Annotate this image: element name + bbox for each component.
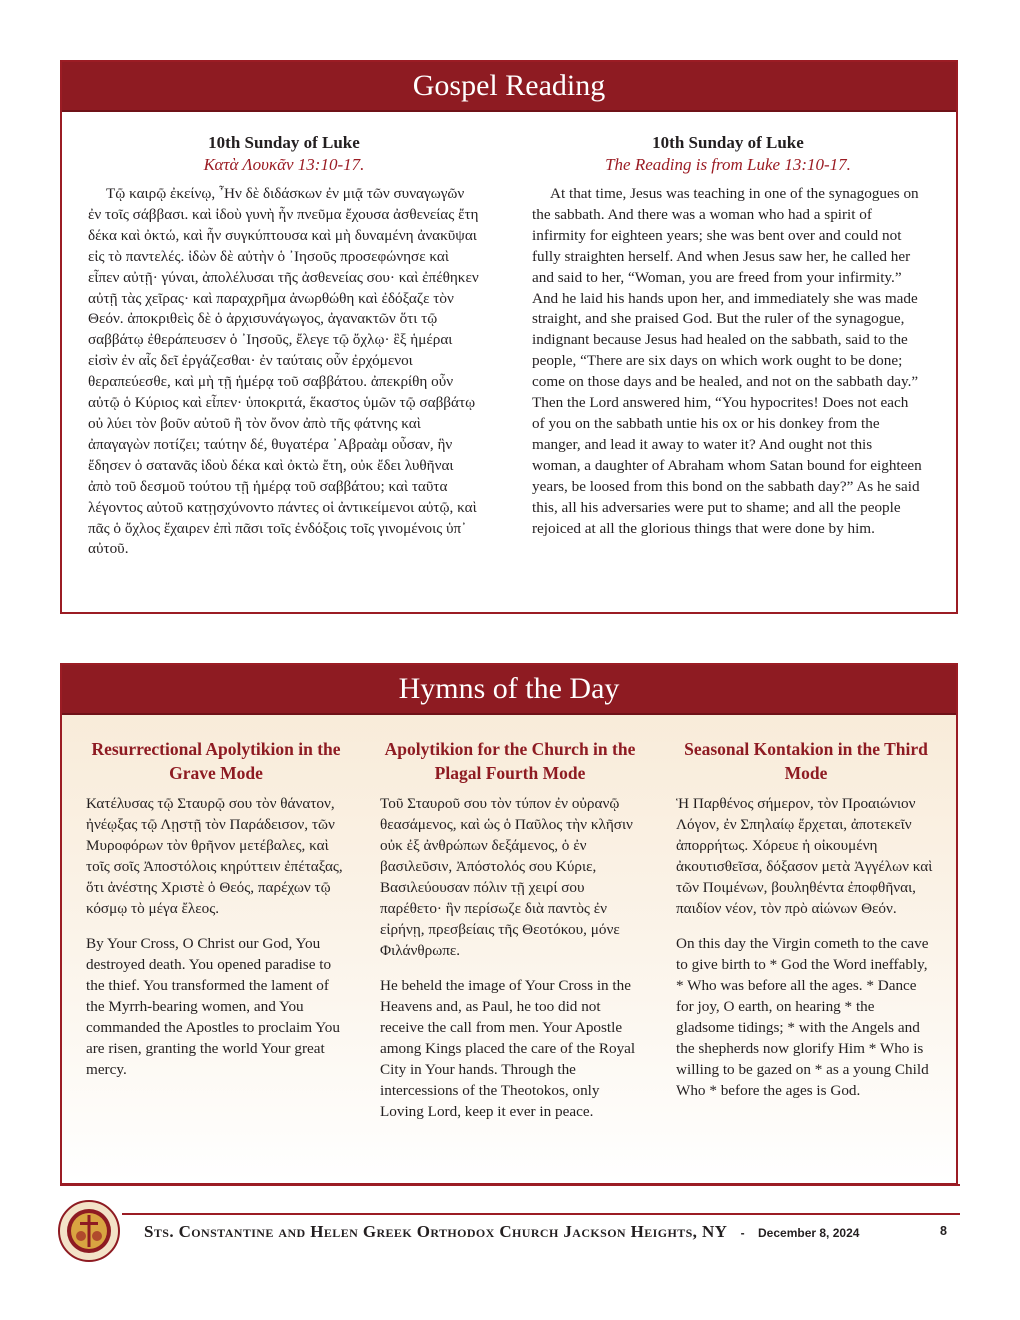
church-name: Sts. Constantine and Helen Greek Orthodox Church Jackson Heights, NY xyxy=(144,1222,728,1241)
gospel-greek-subtitle: Κατὰ Λουκᾶν 13:10-17. xyxy=(203,155,365,174)
footer-date: December 8, 2024 xyxy=(758,1226,860,1240)
hymn-title: Seasonal Kontakion in the Third Mode xyxy=(684,739,928,783)
hymn-greek-text: Κατέλυσας τῷ Σταυρῷ σου τὸν θάνατον, ἠνέῳξας τῷ Λῃστῇ τὸν Παράδεισον, τῶν Μυροφόρων τὸν θρῆνον μετέβαλες, καὶ τοῖς σοῖς Ἀποστόλοις κηρύττειν ἐπέταξας, ὅτι ἀνέστης Χριστὲ ὁ Θεός, παρέχων τῷ κόσμῳ τὸ μέγα ἔλεος. xyxy=(86,795,343,917)
hymn-english-text: By Your Cross, O Christ our God, You destroyed death. You opened paradise to the thief. You transformed the lament of the Myrrh-bearing women, and You commanded the Apostles to proclaim You are risen, granting the world Your great mercy. xyxy=(86,935,340,1078)
gospel-greek-column xyxy=(88,132,480,560)
hymn-title: Apolytikion for the Church in the Plagal Fourth Mode xyxy=(384,739,636,783)
hymn-greek-text: Ἡ Παρθένος σήμερον, τὸν Προαιώνιον Λόγον, ἐν Σπηλαίῳ ἔρχεται, ἀποτεκεῖν ἀπορρήτως. Χόρευε ἡ οἰκουμένη ἀκουτισθεῖσα, δόξασον μετὰ Ἀγγέλων καὶ τῶν Ποιμένων, βουληθέντα ἐποφθῆναι, παιδίον νέον, τὸν πρὸ αἰώνων Θεόν. xyxy=(676,795,933,917)
hymn-english-text: He beheld the image of Your Cross in the Heavens and, as Paul, he too did not receive the call from men. Your Apostle among Kings placed the care of the Royal City in Your hands. Through the intercessions of the Theotokos, only Loving Lord, keep it ever in peace. xyxy=(380,977,636,1120)
hymn-english-text: On this day the Virgin cometh to the cave to give birth to * God the Word ineffably, * Who was before all the ages. * Dance for joy, O earth, on hearing * the gladsome tidings; * with the Angels and the shepherds now glorify Him * Who is willing to be gazed on * as a young Child Who * before the ages is God. xyxy=(676,935,929,1099)
gospel-english-subtitle: The Reading is from Luke 13:10-17. xyxy=(605,155,851,174)
footer-text xyxy=(144,1222,944,1243)
footer-divider xyxy=(60,1184,960,1186)
gospel-english-title: 10th Sunday of Luke xyxy=(652,133,804,152)
hymn-column xyxy=(676,737,936,1101)
hymns-panel xyxy=(60,663,958,1185)
gospel-english-text: At that time, Jesus was teaching in one of the synagogues on the sabbath. And there was a woman who had a spirit of infirmity for eighteen years; she was bent over and could not fully straighten herself. And when Jesus saw her, he called her and said to her, “Woman, you are freed from your infirmity.” And he laid his hands upon her, and immediately she was made straight, and she praised God. But the ruler of the synagogue, indignant because Jesus had healed on the sabbath, said to the people, “There are six days on which work ought to be done; come on those days and be healed, and not on the sabbath day.” Then the Lord answered him, “You hypocrites! Does not each of you on the sabbath untie his ox or his donkey from the manger, and lead it away to water it? And ought not this woman, a daughter of Abraham whom Satan bound for eighteen years, be loosed from this bond on the sabbath day?” As he said this, all his adversaries were put to shame; and all the people rejoiced at all the glorious things that were done by him. xyxy=(532,185,922,537)
hymn-title: Resurrectional Apolytikion in the Grave Mode xyxy=(91,739,341,783)
gospel-reading-panel xyxy=(60,60,958,614)
hymns-heading: Hymns of the Day xyxy=(62,665,956,715)
church-seal-logo xyxy=(58,1200,120,1262)
page-number: 8 xyxy=(940,1224,947,1238)
hymn-greek-text: Τοῦ Σταυροῦ σου τὸν τύπον ἐν οὐρανῷ θεασάμενος, καὶ ὡς ὁ Παῦλος τὴν κλῆσιν οὐκ ἐξ ἀνθρώπων δεξάμενος, ὁ ἐν βασιλεῦσιν, Ἀπόστολός σου Κύριε, Βασιλεύουσαν πόλιν τῇ χειρί σου παρέθετο· ἣν περίσωζε διὰ παντὸς ἐν εἰρήνῃ, πρεσβείαις τῆς Θεοτόκου, μόνε Φιλάνθρωπε. xyxy=(380,795,633,959)
gospel-english-column xyxy=(532,132,924,539)
gospel-greek-text: Τῷ καιρῷ ἐκείνῳ, ῏Ην δὲ διδάσκων ἐν μιᾷ τῶν συναγωγῶν ἐν τοῖς σάββασι. καὶ ἰδοὺ γυνὴ ἦν πνεῦμα ἔχουσα ἀσθενείας ἔτη δέκα καὶ ὀκτώ, καὶ ἦν συγκύπτουσα καὶ μὴ δυναμένη ἀνακῦψαι εἰς τὸ παντελές. ἰδὼν δὲ αὐτὴν ὁ ᾿Ιησοῦς προσεφώνησε καὶ εἶπεν αὐτῇ· γύναι, ἀπολέλυσαι τῆς ἀσθενείας σου· καὶ ἐπέθηκεν αὐτῇ τὰς χεῖρας· καὶ παραχρῆμα ἀνωρθώθη καὶ ἐδόξαζε τὸν Θεόν. ἀποκριθεὶς δὲ ὁ ἀρχισυνάγωγος, ἀγανακτῶν ὅτι τῷ σαββάτῳ ἐθεράπευσεν ὁ ᾿Ιησοῦς, ἔλεγε τῷ ὄχλῳ· ἓξ ἡμέραι εἰσὶν ἐν αἷς δεῖ ἐργάζεσθαι· ἐν ταύταις οὖν ἐρχόμενοι θεραπεύεσθε, καὶ μὴ τῇ ἡμέρᾳ τοῦ σαββάτου. ἀπεκρίθη οὖν αὐτῷ ὁ Κύριος καὶ εἶπεν· ὑποκριτά, ἕκαστος ὑμῶν τῷ σαββάτῳ οὐ λύει τὸν βοῦν αὐτοῦ ἢ τὸν ὄνον ἀπὸ τῆς φάτνης καὶ ἀπαγαγὼν ποτίζει; ταύτην δέ, θυγατέρα ᾿Αβραὰμ οὖσαν, ἣν ἔδησεν ὁ σατανᾶς ἰδοὺ δέκα καὶ ὀκτὼ ἔτη, οὐκ ἔδει λυθῆναι ἀπὸ τοῦ δεσμοῦ τούτου τῇ ἡμέρᾳ τοῦ σαββάτου; καὶ ταῦτα λέγοντος αὐτοῦ κατῃσχύνοντο πάντες οἱ ἀντικείμενοι αὐτῷ, καὶ πᾶς ὁ ὄχλος ἔχαιρεν ἐπὶ πᾶσι τοῖς ἐνδόξοις τοῖς γινομένοις ὑπ᾿ αὐτοῦ. xyxy=(88,185,479,558)
footer-separator: - xyxy=(737,1226,749,1240)
hymn-column xyxy=(86,737,346,1080)
gospel-greek-title: 10th Sunday of Luke xyxy=(208,133,360,152)
footer-divider xyxy=(122,1213,960,1215)
gospel-reading-heading: Gospel Reading xyxy=(62,62,956,112)
hymn-column xyxy=(380,737,640,1122)
